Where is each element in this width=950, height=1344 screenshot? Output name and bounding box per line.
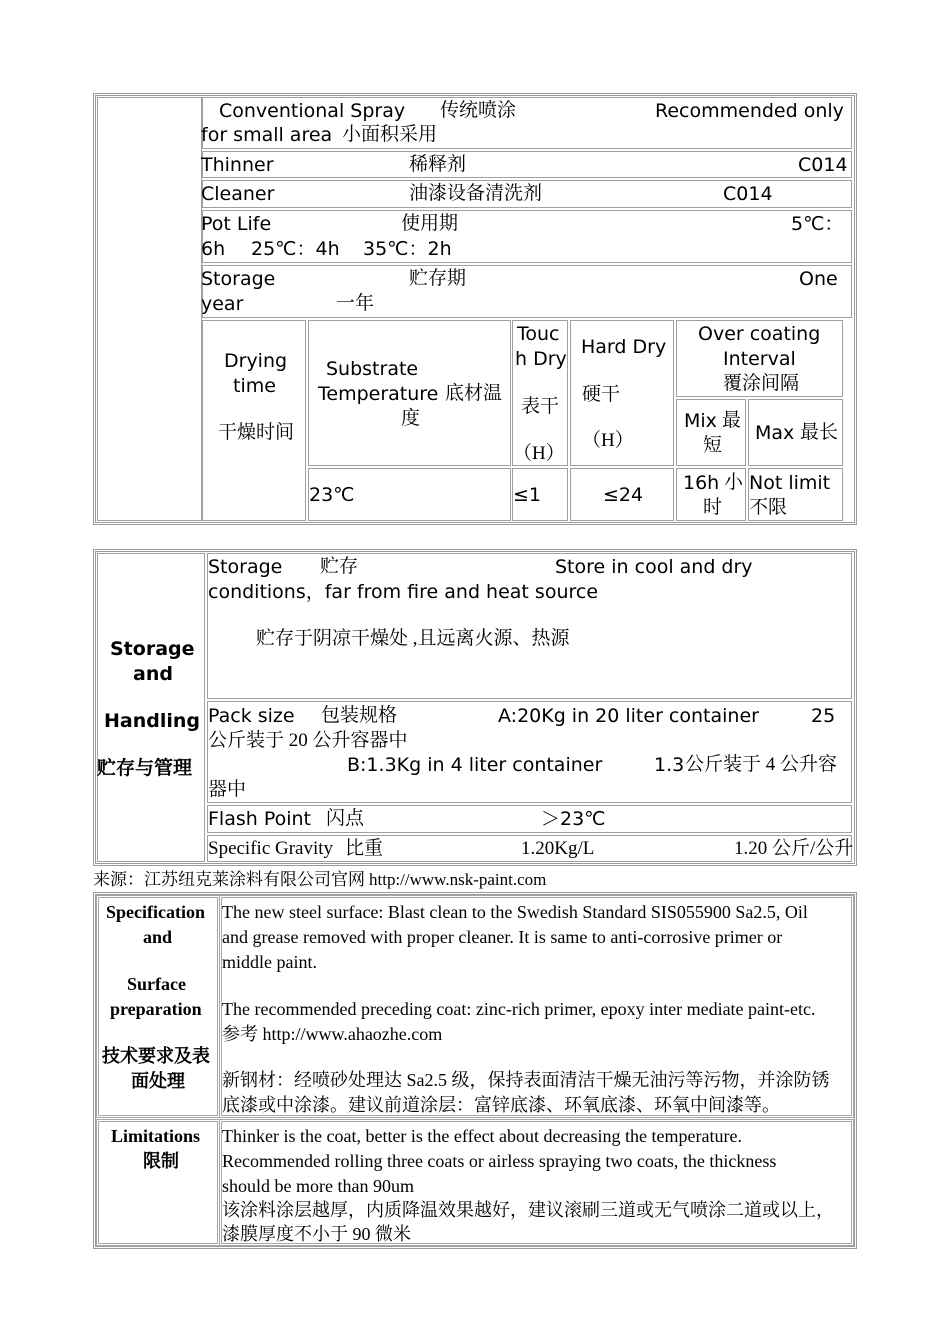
limitations-header-cell xyxy=(96,1119,220,1246)
sh-header-2: and xyxy=(133,663,173,685)
limit-line-5: 漆膜厚度不小于 90 微米 xyxy=(222,1224,411,1244)
min-label-cn: 最 xyxy=(722,410,742,431)
overcoat-cn: 覆涂间隔 xyxy=(723,373,800,394)
limitations-content-cell xyxy=(219,1119,854,1246)
sh-header-cn: 贮存与管理 xyxy=(97,758,193,779)
limit-line-4: 该涂料涂层越厚，内质降温效果越好，建议滚刷三道或无气喷涂二道或以上， xyxy=(222,1200,834,1220)
hard-dry-value: ≤24 xyxy=(603,484,644,506)
cleaner-label: Cleaner xyxy=(201,183,275,205)
storage-label: Storage xyxy=(208,556,283,578)
substrate-temp-value: 23℃ xyxy=(309,484,355,506)
conventional-spray-row xyxy=(202,97,852,149)
gravity-value: 1.20Kg/L xyxy=(521,838,595,859)
cleaner-cn: 油漆设备清洗剂 xyxy=(409,183,543,204)
min-label-cn-2: 短 xyxy=(703,435,723,456)
spray-note: Recommended only xyxy=(655,100,844,122)
sh-header-1: Storage xyxy=(110,638,195,660)
overcoat-label-2: Interval xyxy=(723,348,796,370)
min-value-cn: 小 xyxy=(724,472,744,493)
thinner-value: C014 xyxy=(798,154,848,176)
pack-size-row xyxy=(207,701,852,803)
spec-header-cn-2: 面处理 xyxy=(131,1071,185,1091)
min-value: 16h xyxy=(683,472,720,494)
pack-b-num: 1.3 xyxy=(654,754,685,776)
pack-cn: 包装规格 xyxy=(321,705,398,726)
storage-period-row xyxy=(202,265,852,318)
source-url[interactable]: http://www.nsk-paint.com xyxy=(369,870,547,889)
hard-dry-value-cell xyxy=(570,468,674,521)
flash-point-row xyxy=(207,805,852,833)
pack-a-cn: 公斤装于 20 公升容器中 xyxy=(208,730,408,751)
pack-a: A:20Kg in 20 liter container xyxy=(498,705,759,727)
spec-line-7: 底漆或中涂漆。建议前道涂层：富锌底漆、环氧底漆、环氧中间漆等。 xyxy=(222,1095,780,1115)
touch-dry-label-2: h Dry xyxy=(515,348,567,370)
limit-line-2: Recommended rolling three coats or airless spraying two coats, the thickness xyxy=(222,1151,777,1171)
thinner-row xyxy=(202,151,852,178)
min-value-cn-2: 时 xyxy=(703,497,723,518)
spray-note-2: for small area xyxy=(201,124,333,146)
spray-cn: 传统喷涂 xyxy=(440,100,517,121)
storage-text: Store in cool and dry xyxy=(555,556,753,578)
max-label-cn: 最长 xyxy=(800,422,839,443)
pot-life-label: Pot Life xyxy=(201,213,272,235)
hard-dry-header xyxy=(570,320,674,466)
flash-value: ＞23℃ xyxy=(541,808,606,830)
application-left-column xyxy=(97,97,202,521)
sh-header-3: Handling xyxy=(104,710,201,732)
spec-header-1: Specification xyxy=(106,902,205,922)
pack-a-num: 25 xyxy=(811,705,836,727)
limit-line-3: should be more than 90um xyxy=(222,1176,414,1196)
gravity-cn-value: 1.20 公斤/公升 xyxy=(734,838,854,859)
spec-header-3: Surface xyxy=(127,974,186,994)
max-value-cell xyxy=(748,468,843,521)
storage-text-2: conditions，far from fire and heat source xyxy=(208,581,599,603)
storage-cn: 贮存 xyxy=(320,556,359,577)
storage-period-value-2: year xyxy=(201,293,244,315)
storage-period-label: Storage xyxy=(201,268,276,290)
pack-b-cn: 公斤装于 4 公升容 xyxy=(685,754,838,775)
spray-title: Conventional Spray xyxy=(219,100,406,122)
pack-b: B:1.3Kg in 4 liter container xyxy=(347,754,603,776)
min-value-cell xyxy=(676,468,746,521)
substrate-value-cell xyxy=(308,468,511,521)
gravity-cn: 比重 xyxy=(345,838,384,859)
substrate-header xyxy=(308,320,511,466)
hard-dry-unit: （H） xyxy=(582,430,634,451)
specification-header-cell xyxy=(96,895,220,1118)
spec-line-6: 新钢材：经喷砂处理达 Sa2.5 级，保持表面清洁干燥无油污等污物，并涂防锈 xyxy=(222,1070,830,1090)
spec-line-5: 参考 http://www.ahaozhe.com xyxy=(222,1024,443,1044)
pack-b-cn-2: 器中 xyxy=(208,779,247,800)
max-value-cn: 不限 xyxy=(749,497,788,518)
source-text: 来源：江苏纽克莱涂料有限公司官网 xyxy=(93,870,365,889)
substrate-label-cn: 底材温 xyxy=(445,383,503,404)
overcoat-header xyxy=(676,320,843,397)
limitations-header-cn: 限制 xyxy=(143,1151,179,1171)
spec-line-2: and grease removed with proper cleaner. It is same to anti-corrosive primer or xyxy=(222,927,783,947)
spray-note-cn: 小面积采用 xyxy=(342,124,438,145)
storage-text-cn: 贮存于阴凉干燥处 ,且远离火源、热源 xyxy=(256,628,570,649)
flash-label: Flash Point xyxy=(208,808,312,830)
limit-line-1: Thinker is the coat, better is the effect about decreasing the temperature. xyxy=(222,1126,742,1146)
storage-handling-header xyxy=(97,553,205,862)
pot-life-t1: 5℃： xyxy=(791,213,844,235)
spec-header-4: preparation xyxy=(110,999,202,1019)
storage-period-value-cn: 一年 xyxy=(336,293,375,314)
spec-line-1: The new steel surface: Blast clean to the Swedish Standard SIS055900 Sa2.5, Oil xyxy=(222,902,808,922)
pot-life-cn: 使用期 xyxy=(401,213,459,234)
hard-dry-label: Hard Dry xyxy=(581,336,667,358)
substrate-label-cn-2: 度 xyxy=(401,408,421,429)
pot-life-v1: 6h xyxy=(201,238,226,260)
spec-header-cn: 技术要求及表 xyxy=(102,1046,210,1066)
spec-line-4: The recommended preceding coat: zinc-rich primer, epoxy inter mediate paint-etc. xyxy=(222,999,816,1019)
overcoat-label: Over coating xyxy=(698,323,821,345)
storage-period-cn: 贮存期 xyxy=(409,268,467,289)
pack-label: Pack size xyxy=(208,705,295,727)
substrate-label-2: Temperature xyxy=(318,383,439,405)
touch-dry-cn: 表干 xyxy=(521,396,560,417)
hard-dry-cn: 硬干 xyxy=(582,384,621,405)
touch-dry-value-cell xyxy=(512,468,568,521)
min-label: Mix xyxy=(684,410,717,432)
touch-dry-unit: （H） xyxy=(513,443,565,464)
thinner-cn: 稀释剂 xyxy=(409,154,467,175)
gravity-label: Specific Gravity xyxy=(208,838,334,859)
pot-life-row xyxy=(202,210,852,263)
specification-content-cell xyxy=(219,895,854,1118)
pot-life-t2: 25℃：4h xyxy=(251,238,340,260)
max-value: Not limit xyxy=(749,472,831,494)
limitations-header: Limitations xyxy=(111,1126,201,1146)
specific-gravity-row xyxy=(207,835,852,862)
spec-header-2: and xyxy=(143,927,173,947)
max-header xyxy=(748,399,843,466)
flash-cn: 闪点 xyxy=(326,808,365,829)
touch-dry-value: ≤1 xyxy=(513,484,542,506)
pot-life-t3: 35℃：2h xyxy=(363,238,452,260)
drying-label-2: time xyxy=(233,375,276,397)
storage-conditions-row xyxy=(207,553,852,699)
touch-dry-header xyxy=(512,320,568,466)
min-header xyxy=(676,399,746,466)
substrate-label: Substrate xyxy=(326,358,419,380)
drying-time-header xyxy=(202,320,306,521)
drying-label-cn: 干燥时间 xyxy=(218,422,295,443)
max-label: Max xyxy=(755,422,795,444)
cleaner-row xyxy=(202,180,852,208)
touch-dry-label: Touc xyxy=(517,323,560,345)
cleaner-value: C014 xyxy=(723,183,773,205)
drying-label: Drying xyxy=(224,350,288,372)
thinner-label: Thinner xyxy=(201,154,274,176)
spec-line-3: middle paint. xyxy=(222,952,317,972)
storage-period-value: One xyxy=(799,268,838,290)
